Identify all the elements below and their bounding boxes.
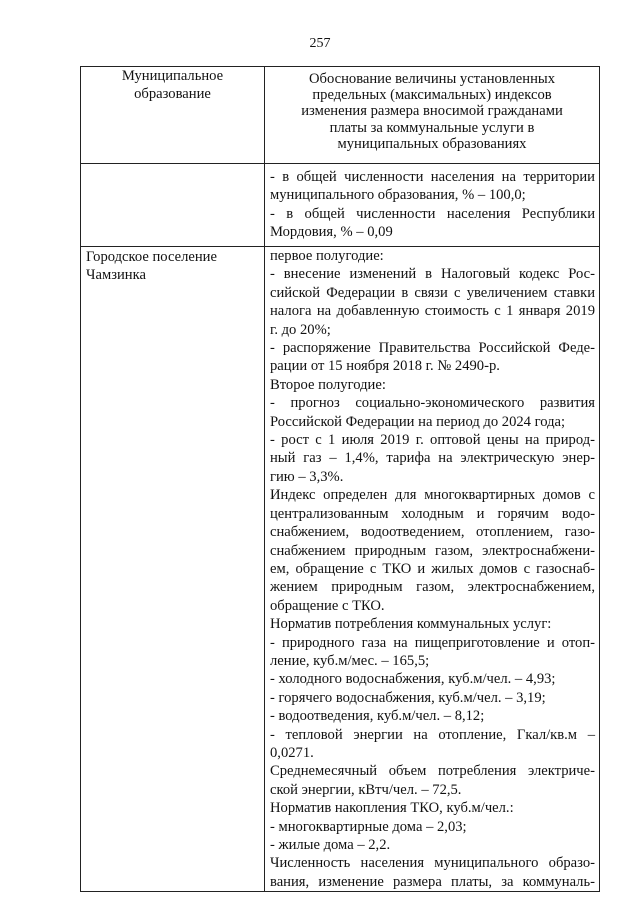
- text-line: ем, обращение с ТКО и жилых домов с газоснаб-: [270, 560, 595, 577]
- text-line: - холодного водоснабжения, куб.м/чел. – 4,93;: [270, 671, 556, 688]
- text-line: муниципального образования, % – 100,0;: [270, 187, 526, 204]
- text-line: Второе полугодие:: [270, 376, 386, 393]
- text-line: - в общей численности населения на территории: [270, 169, 595, 185]
- header-justification: Обоснование величины установленных предельных (максимальных) индексов изменения размера вносимой гражданами платы за коммунальные услуги в муниципальных образованиях: [265, 67, 600, 164]
- text-line: Мордовия, % – 0,09: [270, 224, 393, 241]
- page-number: 257: [309, 36, 331, 51]
- text-line: - в общей численности населения Республики: [270, 205, 595, 222]
- text-line: снабжением, водоотведением, отоплением, газо-: [270, 524, 595, 541]
- municipality-cell: [81, 164, 265, 247]
- text-line: Численность населения муниципального образо-: [270, 855, 595, 872]
- tariff-index-table: [80, 66, 600, 892]
- text-line: - горячего водоснабжения, куб.м/чел. – 3,19;: [270, 689, 546, 706]
- text-line: 0,0271.: [270, 744, 314, 761]
- table-header-row: [81, 67, 600, 164]
- text-line: - многоквартирные дома – 2,03;: [270, 818, 467, 835]
- text-line: ской энергии, кВтч/чел. – 72,5.: [270, 781, 462, 798]
- text-line: Индекс определен для многоквартирных домов с: [270, 487, 595, 504]
- text-line: Российской Федерации на период до 2024 года;: [270, 413, 566, 430]
- text-line: Норматив накопления ТКО, куб.м/чел.:: [270, 800, 514, 817]
- justification-cell: [265, 247, 600, 892]
- text-line: ный газ – 1,4%, тарифа на электрическую энер-: [270, 450, 595, 467]
- text-line: обращение с ТКО.: [270, 597, 385, 614]
- text-line: - прогноз социально-экономического развития: [270, 395, 595, 412]
- text-line: - тепловой энергии на отопление, Гкал/кв.м –: [270, 726, 595, 743]
- text-line: налога на добавленную стоимость с 1 января 2019: [270, 303, 595, 320]
- table-row: [81, 164, 600, 247]
- text-line: ление, куб.м/мес. – 165,5;: [270, 652, 430, 669]
- text-line: - распоряжение Правительства Российской Феде-: [270, 340, 595, 357]
- text-line: централизованным холодным и горячим водо-: [270, 505, 595, 522]
- text-line: рации от 15 ноября 2018 г. № 2490-р.: [270, 358, 500, 375]
- text-line: жением природным газом, электроснабжением,: [270, 579, 595, 596]
- text-line: вания, изменение размера платы, за коммуналь-: [270, 873, 595, 890]
- text-line: первое полугодие:: [270, 248, 384, 264]
- table-row: [81, 247, 600, 892]
- text-line: Среднемесячный объем потребления электриче-: [270, 763, 595, 780]
- text-line: - внесение изменений в Налоговый кодекс Рос-: [270, 266, 595, 283]
- header-municipality: Муниципальное образование: [81, 67, 265, 164]
- justification-cell: [265, 164, 600, 247]
- text-line: - жилые дома – 2,2.: [270, 837, 391, 853]
- text-line: г. до 20%;: [270, 321, 331, 338]
- text-line: - водоотведения, куб.м/чел. – 8,12;: [270, 708, 485, 725]
- text-line: гию – 3,3%.: [270, 468, 344, 485]
- municipality-cell: Городское поселение Чамзинка: [81, 247, 265, 892]
- text-line: сийской Федерации в связи с увеличением ставки: [270, 284, 595, 301]
- text-line: Норматив потребления коммунальных услуг:: [270, 616, 552, 633]
- text-line: - природного газа на пищеприготовление и отоп-: [270, 634, 595, 651]
- text-line: снабжением природным газом, электроснабжени-: [270, 542, 595, 559]
- text-line: - рост с 1 июля 2019 г. оптовой цены на природ-: [270, 432, 595, 449]
